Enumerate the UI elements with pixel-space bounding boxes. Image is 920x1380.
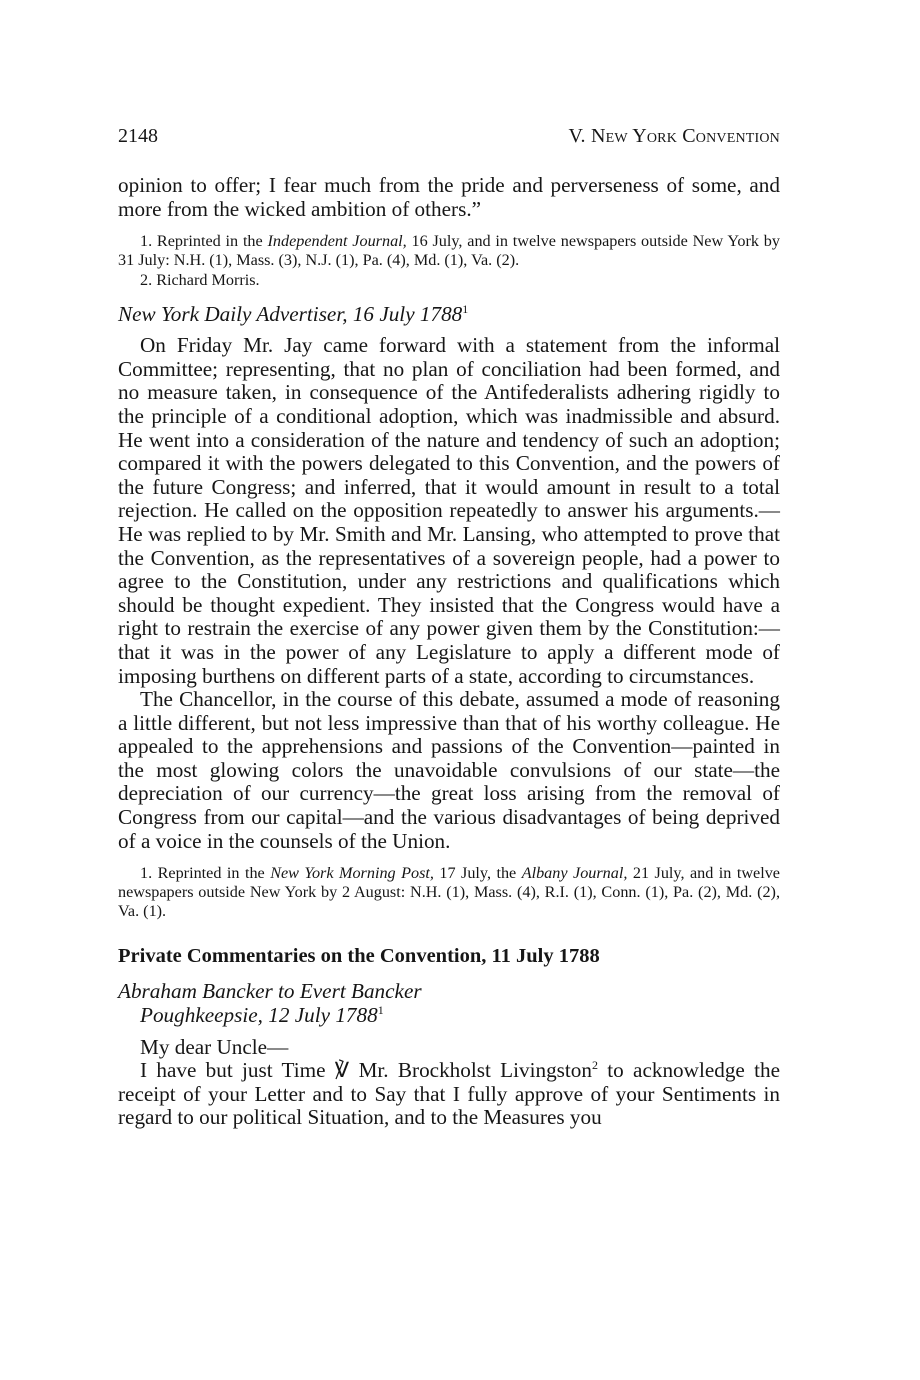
article-paragraph: The Chancellor, in the course of this debate, assumed a mode of reasoning a little different, but not less impressive than that of his worthy colleague. He appealed to the apprehensions and passions of the Convention—painted in the most glowing colors the unavoidable convulsions of our state—the depreciation of our currency—the great loss arising from the removal of Congress from our capital—and the various disadvantages of being deprived of a voice in the counsels of the Union.	[118, 687, 780, 853]
letter-body-text: I have but just Time ℣ Mr. Brockholst Livingston	[140, 1058, 592, 1083]
footnotes-second-item	[118, 864, 780, 921]
note-reference: 2	[591, 1058, 598, 1073]
note-reference: 1	[462, 302, 469, 317]
source-heading	[118, 302, 780, 326]
letter-place-date-text: Poughkeepsie, 12 July 1788	[140, 1003, 378, 1028]
footnote	[118, 271, 780, 290]
letter-salutation: My dear Uncle—	[140, 1035, 289, 1060]
footnote-text: 1. Reprinted in the	[140, 232, 268, 251]
footnotes-first-item	[118, 232, 780, 290]
footnote-title: Independent Journal,	[267, 232, 407, 251]
running-head	[118, 122, 780, 150]
letter-body	[118, 1059, 780, 1130]
continued-paragraph: opinion to offer; I fear much from the pride and perverseness of some, and more from the wicked ambition of others.”	[118, 173, 780, 221]
footnote-text: 2. Richard Morris.	[140, 271, 260, 290]
footnote-title: Albany Journal,	[521, 864, 628, 883]
footnote	[118, 864, 780, 921]
footnote-text: 21 July, and in twelve newspapers outside New York by 2 August: N.H. (1), Mass. (4), R.I. (1), Conn. (1), Pa. (2), Md. (2), Va. (1).	[118, 864, 780, 921]
section-heading: Private Commentaries on the Convention, 11 July 1788	[118, 945, 600, 968]
running-head-title: V. New York Convention	[568, 125, 780, 147]
article-paragraph: On Friday Mr. Jay came forward with a statement from the informal Committee; representing, that no plan of conciliation had been formed, and no measure taken, in consequence of the Antifederalists adhering rigidly to the principle of a conditional adoption, which was inadmissible and absurd. He went into a consideration of the nature and tendency of such an adoption; compared it with the powers delegated to this Convention, and the powers of the future Congress; and inferred, that it would amount in result to a total rejection. He called on the opposition repeatedly to answer his arguments.—He was replied to by Mr. Smith and Mr. Lansing, who attempted to prove that the Convention, as the representatives of a sovereign people, had a power to agree to the Constitution, under any restrictions and qualifications which should be thought expedient. They insisted that the Congress would have a right to restrain the exercise of any power given them by the Constitution:—that it was in the power of any Legislature to apply a different mode of imposing burthens on different parts of a state, according to circumstances.	[118, 333, 780, 688]
note-reference: 1	[377, 1003, 384, 1018]
letter-body-text: to acknowledge the receipt of your Letter and to Say that I fully approve of your Sentiments in regard to our political Situation, and to the Measures you	[118, 1058, 780, 1130]
footnote-title: New York Morning Post,	[270, 864, 434, 883]
page-number: 2148	[118, 125, 158, 147]
footnote	[118, 232, 780, 270]
letter-place-date	[118, 1003, 780, 1027]
letter-heading: Abraham Bancker to Evert Bancker	[118, 979, 422, 1004]
footnote-text: 16 July, and in twelve newspapers outside New York by 31 July: N.H. (1), Mass. (3), N.J. (1), Pa. (4), Md. (1), Va. (2).	[118, 232, 780, 270]
source-heading-text: New York Daily Advertiser, 16 July 1788	[118, 302, 463, 327]
footnote-text: 1. Reprinted in the	[140, 864, 271, 883]
text-flow	[118, 174, 780, 1130]
footnote-text: 17 July, the	[433, 864, 522, 883]
